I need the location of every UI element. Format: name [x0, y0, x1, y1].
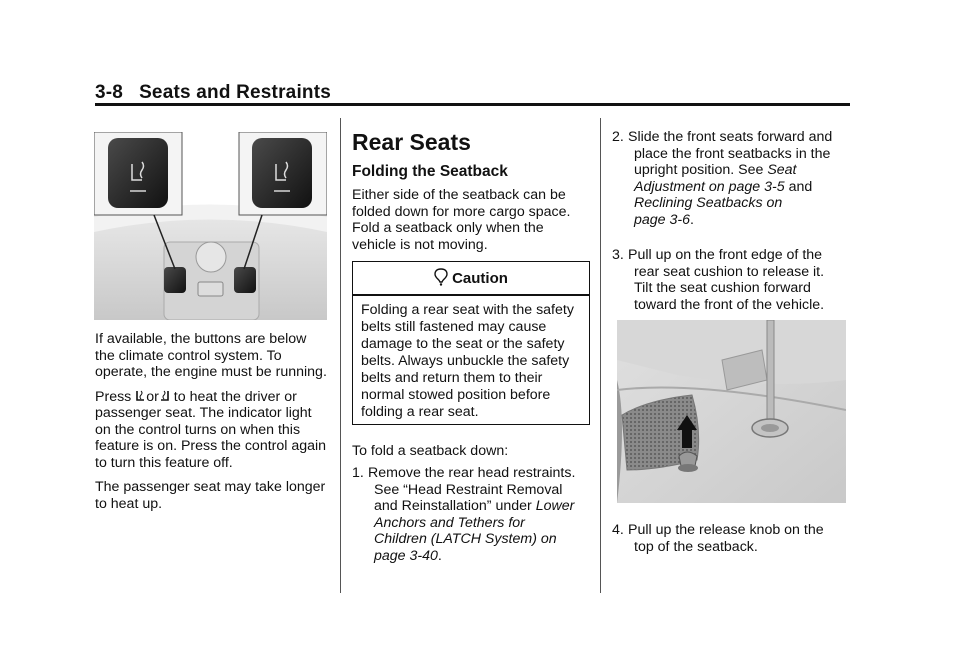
driver-heated-seat-icon [135, 390, 146, 403]
column-divider-left [340, 118, 341, 593]
paragraph-passenger-seat: The passenger seat may take longer to heat up. [95, 479, 326, 512]
link-page-3-40[interactable]: page 3-40 [374, 547, 438, 564]
column-divider-right [600, 118, 601, 593]
heated-seat-buttons-figure [94, 132, 327, 320]
paragraph-fold-steps-intro: To fold a seatback down: [352, 443, 509, 459]
subheading-folding-seatback: Folding the Seatback [352, 163, 508, 180]
section-title: Seats and Restraints [139, 82, 332, 103]
page-number: 3-8 [95, 82, 124, 103]
link-page-3-6[interactable]: page 3-6 [634, 211, 691, 228]
link-lower-anchors[interactable]: Lower [535, 498, 575, 514]
passenger-heated-seat-icon [159, 390, 170, 403]
page-header [95, 82, 331, 104]
left-column [95, 331, 327, 512]
paragraph-buttons-location: If available, the buttons are below the climate control system. To operate, the engine must be running. [95, 331, 327, 380]
caution-title: Caution [353, 268, 589, 287]
caution-icon [434, 268, 448, 286]
release-knob-figure [617, 320, 846, 503]
link-seat-adjustment[interactable]: Seat [767, 162, 797, 178]
heading-rear-seats: Rear Seats [352, 129, 471, 155]
caution-box [352, 261, 590, 425]
paragraph-folding-intro: Either side of the seatback can be folded down for more cargo space. Fold a seatback only when the vehicle is not moving. [352, 187, 571, 253]
caution-body: Folding a rear seat with the safety belts still fastened may cause damage to the seat or the safety belts. Always unbuckle the safety belts and return them to their normal stowed position before folding a rear seat. [361, 302, 574, 420]
paragraph-press-instructions: Press or to heat the driver or passenger seat. The indicator light on the control turns on when this feature is on. Press the control again to turn this feature off. [95, 388, 327, 471]
header-rule [95, 103, 850, 106]
link-reclining-seatbacks[interactable]: Reclining Seatbacks on [634, 195, 783, 211]
caution-rule [353, 294, 589, 296]
